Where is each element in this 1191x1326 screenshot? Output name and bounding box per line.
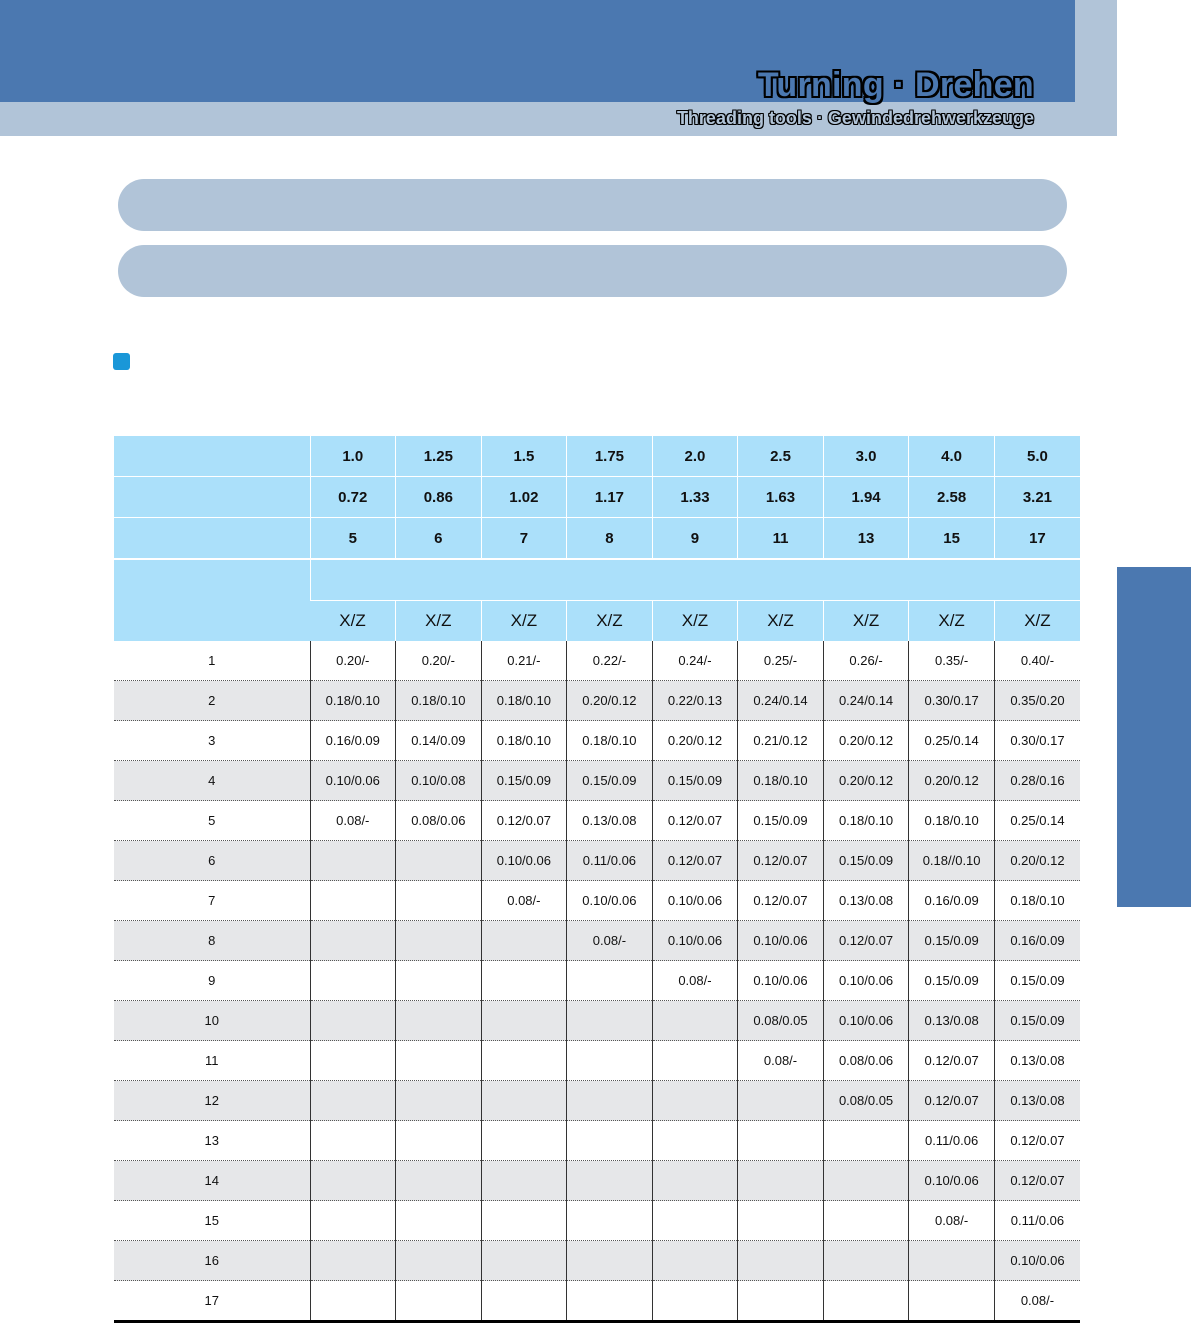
depth-row-label bbox=[114, 477, 310, 518]
depth-row bbox=[114, 477, 1080, 518]
table-row bbox=[114, 961, 1080, 1001]
infeed-value bbox=[396, 921, 482, 961]
side-index-tab[interactable] bbox=[1117, 567, 1191, 907]
infeed-value bbox=[396, 1241, 482, 1281]
passes-cell: 15 bbox=[909, 518, 995, 560]
infeed-value bbox=[823, 1161, 909, 1201]
section-bar-1 bbox=[118, 179, 1067, 231]
infeed-value: 0.30/0.17 bbox=[909, 681, 995, 721]
infeed-value bbox=[738, 1201, 824, 1241]
infeed-value bbox=[567, 1241, 653, 1281]
infeed-value bbox=[481, 921, 567, 961]
infeed-value bbox=[823, 1241, 909, 1281]
infeed-value bbox=[481, 1081, 567, 1121]
infeed-value: 0.16/0.09 bbox=[310, 721, 396, 761]
header-corner-column bbox=[1075, 0, 1117, 136]
pass-number: 7 bbox=[114, 881, 310, 921]
infeed-value: 0.15/0.09 bbox=[738, 801, 824, 841]
infeed-value: 0.24/- bbox=[652, 641, 738, 681]
infeed-value: 0.20/0.12 bbox=[909, 761, 995, 801]
infeed-value: 0.08/0.05 bbox=[823, 1081, 909, 1121]
infeed-value bbox=[481, 1121, 567, 1161]
infeed-value: 0.15/0.09 bbox=[909, 961, 995, 1001]
infeed-value: 0.20/- bbox=[396, 641, 482, 681]
infeed-value bbox=[652, 1041, 738, 1081]
infeed-value: 0.10/0.06 bbox=[652, 881, 738, 921]
xz-label: X/Z bbox=[396, 601, 482, 642]
xz-label: X/Z bbox=[994, 601, 1080, 642]
infeed-value bbox=[396, 1041, 482, 1081]
infeed-value bbox=[481, 1281, 567, 1322]
passes-cell: 13 bbox=[823, 518, 909, 560]
pass-number: 14 bbox=[114, 1161, 310, 1201]
infeed-value: 0.18//0.10 bbox=[909, 841, 995, 881]
infeed-value bbox=[823, 1121, 909, 1161]
infeed-value bbox=[823, 1281, 909, 1322]
pass-number: 15 bbox=[114, 1201, 310, 1241]
xz-label: X/Z bbox=[481, 601, 567, 642]
infeed-value bbox=[567, 1161, 653, 1201]
pitch-row bbox=[114, 436, 1080, 477]
table-row bbox=[114, 761, 1080, 801]
infeed-value: 0.08/0.06 bbox=[396, 801, 482, 841]
table-row bbox=[114, 1281, 1080, 1322]
infeed-value bbox=[567, 1201, 653, 1241]
infeed-value: 0.10/0.06 bbox=[567, 881, 653, 921]
infeed-value: 0.20/0.12 bbox=[994, 841, 1080, 881]
table-row bbox=[114, 1081, 1080, 1121]
depth-cell: 0.72 bbox=[310, 477, 396, 518]
infeed-value: 0.10/0.06 bbox=[738, 961, 824, 1001]
depth-cell: 1.02 bbox=[481, 477, 567, 518]
infeed-value: 0.18/0.10 bbox=[396, 681, 482, 721]
infeed-value: 0.10/0.08 bbox=[396, 761, 482, 801]
pass-number: 12 bbox=[114, 1081, 310, 1121]
infeed-value: 0.18/0.10 bbox=[310, 681, 396, 721]
infeed-value: 0.11/0.06 bbox=[994, 1201, 1080, 1241]
infeed-value: 0.13/0.08 bbox=[567, 801, 653, 841]
infeed-value bbox=[396, 1161, 482, 1201]
infeed-value bbox=[310, 961, 396, 1001]
infeed-value: 0.24/0.14 bbox=[823, 681, 909, 721]
infeed-value bbox=[652, 1161, 738, 1201]
infeed-value: 0.20/0.12 bbox=[652, 721, 738, 761]
infeed-value: 0.15/0.09 bbox=[652, 761, 738, 801]
table-row bbox=[114, 1201, 1080, 1241]
infeed-value: 0.11/0.06 bbox=[909, 1121, 995, 1161]
section-bar-2 bbox=[118, 245, 1067, 297]
table-row bbox=[114, 921, 1080, 961]
infeed-value bbox=[396, 1281, 482, 1322]
infeed-value bbox=[652, 1201, 738, 1241]
pass-number: 2 bbox=[114, 681, 310, 721]
infeed-value bbox=[310, 1041, 396, 1081]
infeed-value bbox=[909, 1281, 995, 1322]
infeed-value bbox=[738, 1161, 824, 1201]
infeed-value bbox=[396, 1201, 482, 1241]
infeed-value: 0.12/0.07 bbox=[994, 1121, 1080, 1161]
infeed-value: 0.15/0.09 bbox=[994, 961, 1080, 1001]
pitch-cell: 2.0 bbox=[652, 436, 738, 477]
infeed-value bbox=[396, 841, 482, 881]
passes-row bbox=[114, 518, 1080, 560]
xz-label: X/Z bbox=[738, 601, 824, 642]
infeed-value: 0.08/- bbox=[652, 961, 738, 1001]
pitch-cell: 4.0 bbox=[909, 436, 995, 477]
infeed-value: 0.12/0.07 bbox=[481, 801, 567, 841]
pitch-cell: 1.75 bbox=[567, 436, 653, 477]
depth-cell: 1.17 bbox=[567, 477, 653, 518]
infeed-value: 0.08/- bbox=[738, 1041, 824, 1081]
infeed-value: 0.18/0.10 bbox=[994, 881, 1080, 921]
pass-number: 1 bbox=[114, 641, 310, 681]
infeed-value: 0.12/0.07 bbox=[652, 841, 738, 881]
infeed-value: 0.12/0.07 bbox=[738, 881, 824, 921]
infeed-value bbox=[481, 1161, 567, 1201]
passes-cell: 8 bbox=[567, 518, 653, 560]
infeed-value: 0.12/0.07 bbox=[909, 1041, 995, 1081]
xz-label: X/Z bbox=[310, 601, 396, 642]
infeed-value: 0.16/0.09 bbox=[994, 921, 1080, 961]
infeed-value bbox=[567, 961, 653, 1001]
infeed-value: 0.26/- bbox=[823, 641, 909, 681]
infeed-value bbox=[481, 1201, 567, 1241]
xz-label: X/Z bbox=[909, 601, 995, 642]
infeed-table bbox=[114, 436, 1080, 1323]
xz-label: X/Z bbox=[652, 601, 738, 642]
table-row bbox=[114, 881, 1080, 921]
infeed-value bbox=[310, 1161, 396, 1201]
infeed-value bbox=[310, 841, 396, 881]
passes-cell: 11 bbox=[738, 518, 824, 560]
infeed-value: 0.08/- bbox=[994, 1281, 1080, 1322]
infeed-value: 0.40/- bbox=[994, 641, 1080, 681]
depth-cell: 2.58 bbox=[909, 477, 995, 518]
passes-cell: 5 bbox=[310, 518, 396, 560]
depth-cell: 0.86 bbox=[396, 477, 482, 518]
infeed-value: 0.12/0.07 bbox=[823, 921, 909, 961]
infeed-value bbox=[652, 1001, 738, 1041]
infeed-value: 0.21/- bbox=[481, 641, 567, 681]
infeed-value: 0.18/0.10 bbox=[823, 801, 909, 841]
depth-cell: 1.63 bbox=[738, 477, 824, 518]
passes-row-label bbox=[114, 518, 310, 560]
table-row bbox=[114, 641, 1080, 681]
infeed-value bbox=[652, 1241, 738, 1281]
table-row bbox=[114, 1041, 1080, 1081]
infeed-value: 0.13/0.08 bbox=[994, 1081, 1080, 1121]
infeed-value bbox=[738, 1281, 824, 1322]
infeed-value: 0.22/0.13 bbox=[652, 681, 738, 721]
infeed-value bbox=[567, 1041, 653, 1081]
pitch-cell: 1.25 bbox=[396, 436, 482, 477]
infeed-value: 0.11/0.06 bbox=[567, 841, 653, 881]
infeed-value bbox=[481, 961, 567, 1001]
page-subtitle: Threading tools · Gewindedrehwerkzeuge bbox=[676, 108, 1034, 128]
infeed-value: 0.08/0.05 bbox=[738, 1001, 824, 1041]
infeed-value: 0.12/0.07 bbox=[909, 1081, 995, 1121]
table-row bbox=[114, 841, 1080, 881]
infeed-value bbox=[310, 881, 396, 921]
infeed-value: 0.08/- bbox=[481, 881, 567, 921]
passes-cell: 9 bbox=[652, 518, 738, 560]
table-row bbox=[114, 1121, 1080, 1161]
depth-cell: 1.33 bbox=[652, 477, 738, 518]
pass-number: 8 bbox=[114, 921, 310, 961]
infeed-value bbox=[738, 1121, 824, 1161]
pass-number: 6 bbox=[114, 841, 310, 881]
infeed-value: 0.18/0.10 bbox=[738, 761, 824, 801]
infeed-value: 0.25/0.14 bbox=[909, 721, 995, 761]
infeed-value: 0.20/0.12 bbox=[823, 721, 909, 761]
pass-number: 5 bbox=[114, 801, 310, 841]
infeed-row-label bbox=[114, 559, 310, 641]
infeed-value: 0.13/0.08 bbox=[994, 1041, 1080, 1081]
infeed-value: 0.15/0.09 bbox=[481, 761, 567, 801]
infeed-value bbox=[396, 961, 482, 1001]
infeed-value bbox=[310, 1281, 396, 1322]
infeed-value: 0.18/0.10 bbox=[909, 801, 995, 841]
infeed-value: 0.14/0.09 bbox=[396, 721, 482, 761]
infeed-value bbox=[396, 881, 482, 921]
infeed-value bbox=[310, 1201, 396, 1241]
infeed-value: 0.16/0.09 bbox=[909, 881, 995, 921]
infeed-value: 0.30/0.17 bbox=[994, 721, 1080, 761]
table-row bbox=[114, 801, 1080, 841]
infeed-value: 0.15/0.09 bbox=[994, 1001, 1080, 1041]
pass-number: 3 bbox=[114, 721, 310, 761]
depth-cell: 3.21 bbox=[994, 477, 1080, 518]
infeed-value bbox=[481, 1001, 567, 1041]
infeed-value: 0.18/0.10 bbox=[481, 681, 567, 721]
pitch-cell: 5.0 bbox=[994, 436, 1080, 477]
infeed-value: 0.08/- bbox=[567, 921, 653, 961]
table-row bbox=[114, 1161, 1080, 1201]
infeed-value bbox=[310, 1081, 396, 1121]
infeed-value: 0.20/0.12 bbox=[823, 761, 909, 801]
infeed-value: 0.12/0.07 bbox=[994, 1161, 1080, 1201]
passes-cell: 6 bbox=[396, 518, 482, 560]
section-bullet-icon bbox=[113, 353, 130, 370]
table-row bbox=[114, 1001, 1080, 1041]
table-row bbox=[114, 721, 1080, 761]
infeed-value bbox=[909, 1241, 995, 1281]
infeed-value: 0.15/0.09 bbox=[823, 841, 909, 881]
infeed-value bbox=[738, 1081, 824, 1121]
infeed-value: 0.12/0.07 bbox=[652, 801, 738, 841]
pitch-cell: 1.0 bbox=[310, 436, 396, 477]
passes-cell: 17 bbox=[994, 518, 1080, 560]
infeed-value: 0.15/0.09 bbox=[567, 761, 653, 801]
xz-label: X/Z bbox=[823, 601, 909, 642]
infeed-value bbox=[652, 1081, 738, 1121]
passes-cell: 7 bbox=[481, 518, 567, 560]
pass-number: 13 bbox=[114, 1121, 310, 1161]
pitch-cell: 2.5 bbox=[738, 436, 824, 477]
page-title: Turning · Drehen bbox=[757, 66, 1034, 104]
infeed-value bbox=[396, 1081, 482, 1121]
infeed-value: 0.20/0.12 bbox=[567, 681, 653, 721]
infeed-value: 0.25/0.14 bbox=[994, 801, 1080, 841]
infeed-value: 0.08/- bbox=[909, 1201, 995, 1241]
infeed-group-header bbox=[310, 559, 1080, 601]
infeed-value: 0.10/0.06 bbox=[823, 961, 909, 1001]
infeed-table-body bbox=[114, 641, 1080, 1322]
infeed-value bbox=[567, 1121, 653, 1161]
infeed-value: 0.13/0.08 bbox=[909, 1001, 995, 1041]
infeed-value bbox=[567, 1281, 653, 1322]
infeed-value bbox=[310, 1241, 396, 1281]
xz-label: X/Z bbox=[567, 601, 653, 642]
table-row bbox=[114, 1241, 1080, 1281]
infeed-value bbox=[481, 1241, 567, 1281]
depth-cell: 1.94 bbox=[823, 477, 909, 518]
infeed-value: 0.12/0.07 bbox=[738, 841, 824, 881]
infeed-value: 0.18/0.10 bbox=[481, 721, 567, 761]
infeed-value: 0.22/- bbox=[567, 641, 653, 681]
infeed-value bbox=[652, 1281, 738, 1322]
pass-number: 11 bbox=[114, 1041, 310, 1081]
pass-number: 10 bbox=[114, 1001, 310, 1041]
infeed-value: 0.35/- bbox=[909, 641, 995, 681]
infeed-value: 0.15/0.09 bbox=[909, 921, 995, 961]
infeed-value: 0.10/0.06 bbox=[738, 921, 824, 961]
pass-number: 17 bbox=[114, 1281, 310, 1322]
infeed-value bbox=[396, 1001, 482, 1041]
infeed-value bbox=[396, 1121, 482, 1161]
infeed-value: 0.10/0.06 bbox=[481, 841, 567, 881]
infeed-value: 0.10/0.06 bbox=[909, 1161, 995, 1201]
infeed-value: 0.35/0.20 bbox=[994, 681, 1080, 721]
infeed-value: 0.10/0.06 bbox=[994, 1241, 1080, 1281]
pitch-cell: 1.5 bbox=[481, 436, 567, 477]
infeed-value: 0.10/0.06 bbox=[652, 921, 738, 961]
infeed-value bbox=[567, 1001, 653, 1041]
pitch-cell: 3.0 bbox=[823, 436, 909, 477]
infeed-value: 0.21/0.12 bbox=[738, 721, 824, 761]
infeed-value bbox=[481, 1041, 567, 1081]
infeed-value: 0.08/0.06 bbox=[823, 1041, 909, 1081]
infeed-value: 0.13/0.08 bbox=[823, 881, 909, 921]
infeed-group-row bbox=[114, 559, 1080, 601]
table-row bbox=[114, 681, 1080, 721]
infeed-value: 0.18/0.10 bbox=[567, 721, 653, 761]
pass-number: 16 bbox=[114, 1241, 310, 1281]
infeed-value: 0.25/- bbox=[738, 641, 824, 681]
infeed-value bbox=[567, 1081, 653, 1121]
infeed-value bbox=[652, 1121, 738, 1161]
infeed-value bbox=[738, 1241, 824, 1281]
infeed-value: 0.20/- bbox=[310, 641, 396, 681]
infeed-value bbox=[823, 1201, 909, 1241]
pitch-row-label bbox=[114, 436, 310, 477]
infeed-value: 0.08/- bbox=[310, 801, 396, 841]
pass-number: 4 bbox=[114, 761, 310, 801]
infeed-value: 0.10/0.06 bbox=[310, 761, 396, 801]
infeed-value bbox=[310, 1121, 396, 1161]
infeed-value: 0.24/0.14 bbox=[738, 681, 824, 721]
infeed-value: 0.28/0.16 bbox=[994, 761, 1080, 801]
infeed-value bbox=[310, 921, 396, 961]
pass-number: 9 bbox=[114, 961, 310, 1001]
infeed-value bbox=[310, 1001, 396, 1041]
infeed-value: 0.10/0.06 bbox=[823, 1001, 909, 1041]
